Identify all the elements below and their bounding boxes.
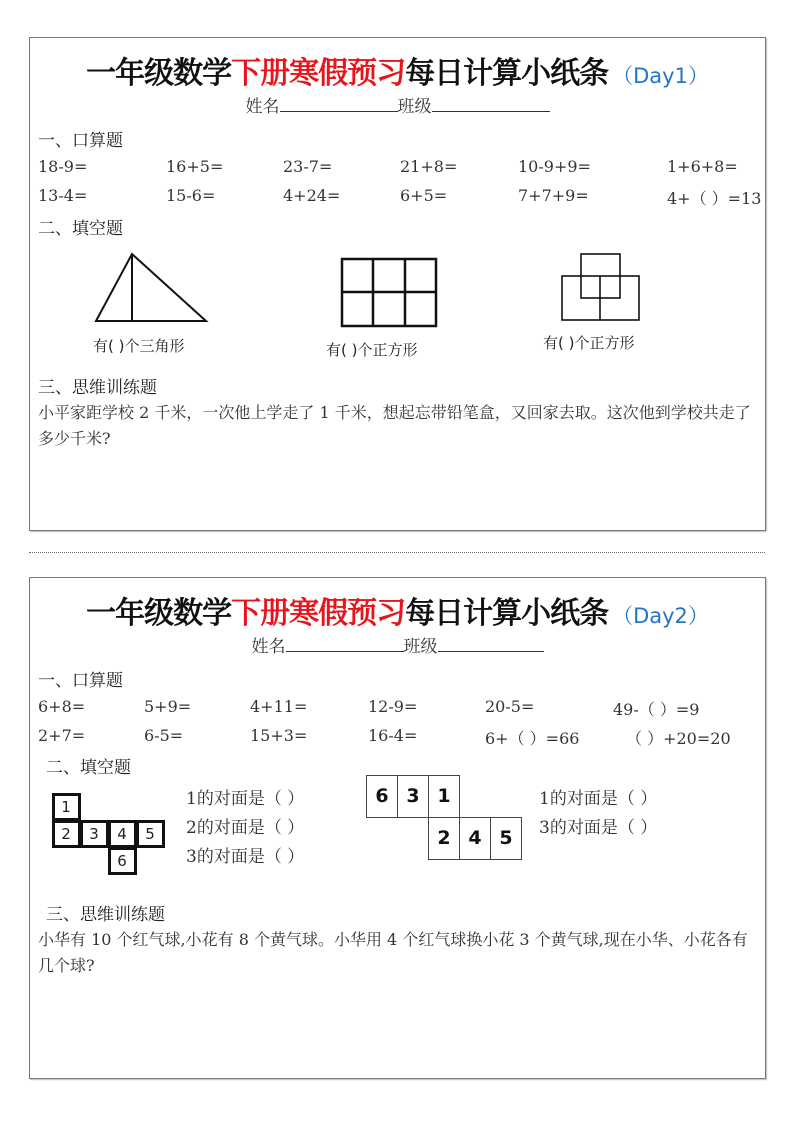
equation: 18-9= — [38, 157, 88, 176]
triangle-figure — [30, 38, 765, 530]
title-highlight: 下册寒假预习 — [231, 596, 406, 631]
equation: 6+5= — [400, 186, 448, 205]
equation: 16+5= — [166, 157, 224, 176]
figure-caption: 有( )个正方形 — [543, 334, 635, 352]
opposite-face-question: 3的对面是（ ） — [186, 847, 305, 867]
net-cell: 3 — [80, 820, 109, 848]
title-grade: 一年级数学 — [86, 596, 232, 631]
net-cell: 4 — [108, 820, 137, 848]
equation: 13-4= — [38, 186, 88, 205]
equation: （ ）+20=20 — [626, 729, 731, 748]
net-cell: 6 — [366, 775, 398, 818]
worksheet-day2 — [29, 577, 766, 1079]
equation: 6-5= — [144, 726, 184, 745]
title-daily: 每日计算小纸条 — [405, 596, 609, 631]
class-blank[interactable] — [438, 635, 544, 652]
section-heading-thinking: 三、思维训练题 — [38, 378, 157, 398]
section-heading-fill-in: 二、填空题 — [38, 219, 123, 239]
opposite-face-question: 1的对面是（ ） — [539, 789, 658, 809]
net-cell: 1 — [52, 793, 81, 821]
equation: 23-7= — [283, 157, 333, 176]
opposite-face-question: 2的对面是（ ） — [186, 818, 305, 838]
title-daily: 每日计算小纸条 — [405, 56, 609, 91]
equation: 20-5= — [485, 697, 535, 716]
net-cell: 3 — [397, 775, 429, 818]
figure-caption: 有( )个三角形 — [93, 337, 185, 355]
net-cell: 2 — [52, 820, 81, 848]
worksheet-day1 — [29, 37, 766, 531]
equation: 4+24= — [283, 186, 341, 205]
equation: 12-9= — [368, 697, 418, 716]
title-day-tag: （Day1） — [612, 64, 709, 88]
worksheet-title — [30, 588, 765, 632]
equation: 6+（ ）=66 — [485, 729, 580, 748]
equation: 4+（ ）=13 — [667, 189, 762, 208]
net-cell: 4 — [459, 817, 491, 860]
equation: 2+7= — [38, 726, 86, 745]
equation: 15-6= — [166, 186, 216, 205]
name-class-row — [30, 632, 765, 657]
equation: 10-9+9= — [518, 157, 591, 176]
section-heading-mental-math: 一、口算题 — [38, 671, 123, 691]
equation: 6+8= — [38, 697, 86, 716]
opposite-face-question: 1的对面是（ ） — [186, 789, 305, 809]
equation: 15+3= — [250, 726, 308, 745]
equation: 7+7+9= — [518, 186, 589, 205]
net-cell: 6 — [108, 847, 137, 875]
net-cell: 1 — [428, 775, 460, 818]
section-heading-fill-in: 二、填空题 — [46, 758, 131, 778]
equation: 4+11= — [250, 697, 308, 716]
net-cell: 5 — [490, 817, 522, 860]
square-grid-figure — [342, 259, 436, 326]
equation: 21+8= — [400, 157, 458, 176]
title-day-tag: （Day2） — [612, 604, 709, 628]
name-blank[interactable] — [286, 635, 404, 652]
equation: 1+6+8= — [667, 157, 738, 176]
overlapping-squares-figure — [562, 254, 639, 320]
section-heading-thinking: 三、思维训练题 — [46, 905, 165, 925]
name-label: 姓名 — [251, 637, 286, 657]
title-highlight: 下册寒假预习 — [231, 56, 406, 91]
equation: 49-（ ）=9 — [613, 700, 700, 719]
section-heading-mental-math: 一、口算题 — [38, 131, 123, 151]
name-label: 姓名 — [245, 97, 280, 117]
equation: 16-4= — [368, 726, 418, 745]
net-cell: 2 — [428, 817, 460, 860]
class-label: 班级 — [403, 637, 438, 657]
cut-line — [29, 552, 765, 553]
net-cell: 5 — [136, 820, 165, 848]
title-grade: 一年级数学 — [86, 56, 232, 91]
equation: 5+9= — [144, 697, 192, 716]
word-problem: 小华有 10 个红气球,小花有 8 个黄气球。小华用 4 个红气球换小花 3 个黄气球,现在小华、小花各有几个球? — [38, 930, 748, 975]
figure-caption: 有( )个正方形 — [326, 341, 418, 359]
word-problem: 小平家距学校 2 千米，一次他上学走了 1 千米，想起忘带铅笔盒，又回家去取。这次他到学校共走了多少千米? — [38, 403, 751, 448]
opposite-face-question: 3的对面是（ ） — [539, 818, 658, 838]
class-label: 班级 — [397, 97, 432, 117]
